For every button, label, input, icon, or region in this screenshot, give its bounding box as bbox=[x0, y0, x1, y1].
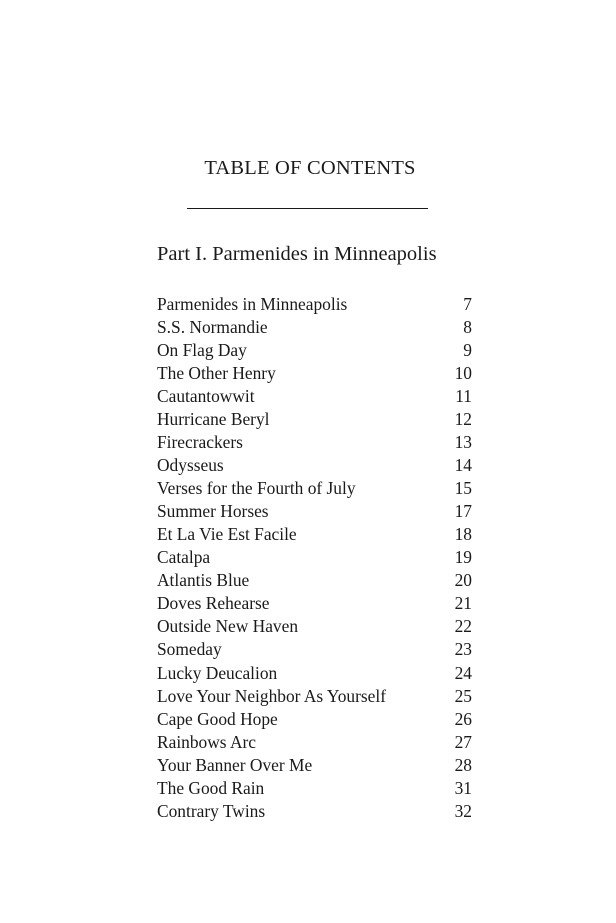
toc-entry-page-number: 17 bbox=[454, 501, 472, 522]
toc-entry-title: Atlantis Blue bbox=[157, 570, 250, 591]
toc-entry-page-number: 12 bbox=[454, 409, 472, 430]
toc-entry-page-number: 25 bbox=[454, 685, 472, 706]
toc-entry-page-number: 8 bbox=[463, 317, 472, 338]
toc-entry-page-number: 23 bbox=[454, 639, 472, 660]
toc-entry-title: Your Banner Over Me bbox=[157, 754, 313, 775]
toc-entry-page-number: 24 bbox=[454, 662, 472, 683]
toc-entry-page-number: 32 bbox=[454, 800, 472, 821]
toc-entry bbox=[157, 708, 472, 731]
toc-entry bbox=[157, 569, 472, 592]
toc-entry-page-number: 27 bbox=[454, 731, 472, 752]
toc-entry-title: The Other Henry bbox=[157, 363, 276, 384]
toc-entry-title: Love Your Neighbor As Yourself bbox=[157, 685, 386, 706]
toc-entry bbox=[157, 662, 472, 685]
toc-entry bbox=[157, 754, 472, 777]
toc-entry-title: Catalpa bbox=[157, 547, 211, 568]
toc-entry-page-number: 7 bbox=[463, 294, 472, 314]
toc-entry bbox=[157, 546, 472, 569]
toc-entry-page-number: 14 bbox=[454, 455, 472, 476]
toc-entry bbox=[157, 800, 472, 823]
toc-entry bbox=[157, 685, 472, 708]
toc-entry bbox=[157, 592, 472, 615]
toc-entry bbox=[157, 731, 472, 754]
toc-entry-title: Cautantowwit bbox=[157, 386, 255, 407]
title-underline bbox=[187, 208, 428, 209]
toc-entry-page-number: 18 bbox=[454, 524, 472, 545]
toc-entry bbox=[157, 615, 472, 638]
toc-entry bbox=[157, 431, 472, 454]
toc-entry bbox=[157, 385, 472, 408]
toc-entry-page-number: 22 bbox=[454, 616, 472, 637]
toc-entry bbox=[157, 777, 472, 800]
toc-entry bbox=[157, 316, 472, 339]
toc-entry bbox=[157, 477, 472, 500]
toc-entry-page-number: 26 bbox=[454, 708, 472, 729]
toc-entry bbox=[157, 638, 472, 661]
toc-entry-page-number: 28 bbox=[454, 754, 472, 775]
toc-entry-page-number: 15 bbox=[454, 478, 472, 499]
toc-entry-title: Outside New Haven bbox=[157, 616, 299, 637]
toc-entry-title: Lucky Deucalion bbox=[157, 662, 278, 683]
toc-entry bbox=[157, 339, 472, 362]
toc-entry-page-number: 31 bbox=[454, 777, 472, 798]
toc-entry-title: S.S. Normandie bbox=[157, 317, 268, 338]
toc-entry bbox=[157, 454, 472, 477]
toc-entry-title: Cape Good Hope bbox=[157, 708, 278, 729]
toc-entry-title: Rainbows Arc bbox=[157, 731, 257, 752]
toc-entry-title: Firecrackers bbox=[157, 432, 243, 453]
toc-entry-page-number: 21 bbox=[454, 593, 472, 614]
toc-entry-title: Odysseus bbox=[157, 455, 224, 476]
toc-entry-title: On Flag Day bbox=[157, 340, 247, 361]
toc-entry-page-number: 19 bbox=[454, 547, 472, 568]
toc-entry bbox=[157, 408, 472, 431]
toc-entry-page-number: 11 bbox=[455, 386, 472, 407]
page-title: TABLE OF CONTENTS bbox=[204, 157, 416, 179]
toc-entry-title: Someday bbox=[157, 639, 222, 660]
part-heading: Part I. Parmenides in Minneapolis bbox=[157, 243, 437, 265]
toc-entry-page-number: 20 bbox=[454, 570, 472, 591]
toc-entry-title: The Good Rain bbox=[157, 777, 265, 798]
toc-entry-title: Verses for the Fourth of July bbox=[157, 478, 356, 499]
toc-entry-title: Hurricane Beryl bbox=[157, 409, 270, 430]
toc-entry bbox=[157, 523, 472, 546]
toc-entry-title: Parmenides in Minneapolis bbox=[157, 294, 348, 314]
toc-entry-title: Contrary Twins bbox=[157, 800, 266, 821]
toc-entry bbox=[157, 362, 472, 385]
toc-entry bbox=[157, 293, 472, 316]
toc-list bbox=[157, 293, 472, 823]
toc-entry bbox=[157, 500, 472, 523]
toc-entry-page-number: 9 bbox=[463, 340, 472, 361]
toc-entry-title: Et La Vie Est Facile bbox=[157, 524, 297, 545]
toc-entry-title: Summer Horses bbox=[157, 501, 269, 522]
toc-entry-page-number: 13 bbox=[454, 432, 472, 453]
toc-entry-title: Doves Rehearse bbox=[157, 593, 270, 614]
toc-entry-page-number: 10 bbox=[454, 363, 472, 384]
